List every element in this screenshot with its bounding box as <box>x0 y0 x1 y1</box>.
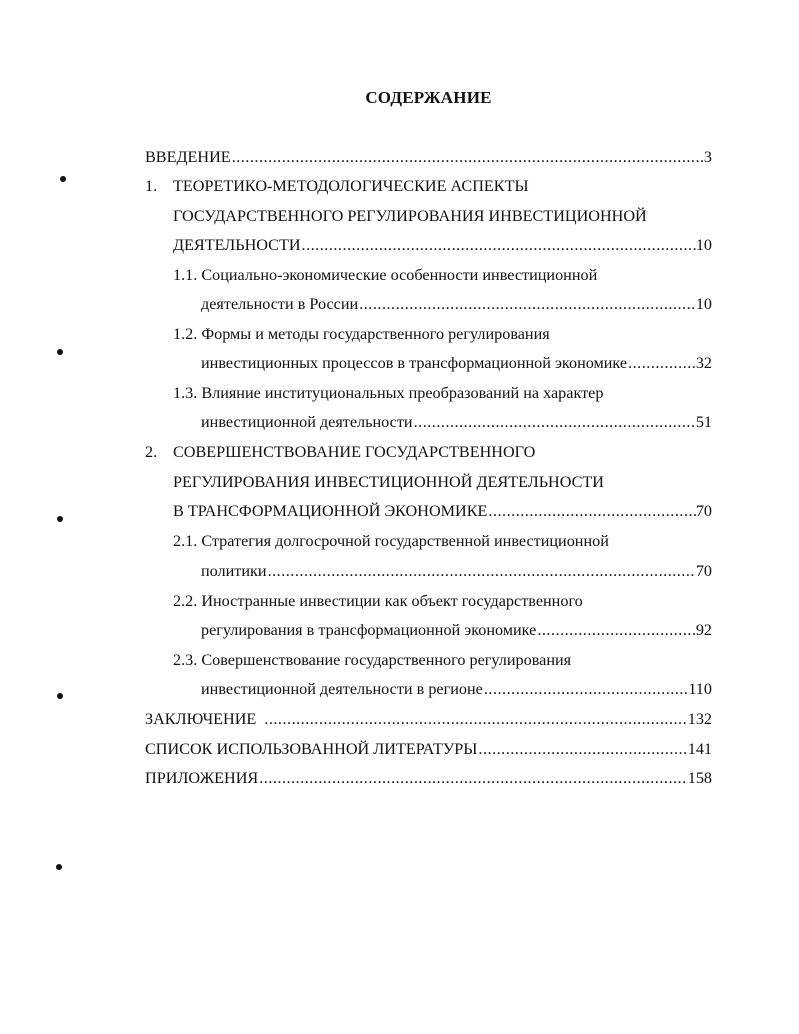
toc-entry-title-continued: инвестиционных процессов в трансформационной экономике <box>201 354 628 372</box>
toc-section-2-1-line-2[interactable] <box>201 561 712 581</box>
dot-leader <box>536 620 695 640</box>
toc-entry-title: ТЕОРЕТИКО-МЕТОДОЛОГИЧЕСКИЕ АСПЕКТЫ <box>173 177 529 195</box>
punch-hole-mark <box>57 349 63 355</box>
punch-hole-mark <box>57 516 63 522</box>
toc-entry-title-continued: политики <box>201 562 267 580</box>
toc-entry-title-continued: деятельности в России <box>201 295 359 313</box>
toc-entry-title: ВВЕДЕНИЕ <box>145 148 231 166</box>
toc-section-2-2-line-2[interactable] <box>201 620 712 640</box>
toc-entry-title-continued: РЕГУЛИРОВАНИЯ ИНВЕСТИЦИОННОЙ ДЕЯТЕЛЬНОСТИ <box>173 473 604 491</box>
toc-section-1-2-line-1[interactable] <box>173 324 550 344</box>
toc-entry-title: 1.2. Формы и методы государственного регулирования <box>173 325 550 343</box>
toc-page-number: 3 <box>703 148 712 166</box>
dot-leader <box>487 501 695 521</box>
toc-entry-title: СОВЕРШЕНСТВОВАНИЕ ГОСУДАРСТВЕННОГО <box>173 443 536 461</box>
toc-entry-title-continued: инвестиционной деятельности в регионе <box>201 680 483 698</box>
punch-hole-mark <box>57 693 63 699</box>
toc-section-1-3-line-2[interactable] <box>201 412 712 432</box>
dot-leader <box>627 353 696 373</box>
dot-leader <box>358 294 696 314</box>
toc-entry-appendices[interactable] <box>145 768 712 788</box>
toc-section-2-2-line-1[interactable] <box>173 591 583 611</box>
toc-entry-bibliography[interactable] <box>145 739 712 759</box>
toc-entry-title-continued: ГОСУДАРСТВЕННОГО РЕГУЛИРОВАНИЯ ИНВЕСТИЦИОННОЙ <box>173 207 647 225</box>
toc-section-2-3-line-1[interactable] <box>173 650 571 670</box>
toc-chapter-1-line-3[interactable] <box>173 235 712 255</box>
punch-hole-mark <box>60 176 66 182</box>
toc-entry-title: ПРИЛОЖЕНИЯ <box>145 769 259 787</box>
toc-entry-title: 2.2. Иностранные инвестиции как объект государственного <box>173 592 583 610</box>
toc-page-number: 92 <box>695 621 712 639</box>
toc-chapter-2-line-1[interactable] <box>145 442 535 462</box>
toc-section-2-3-line-2[interactable] <box>201 679 712 699</box>
dot-leader <box>267 561 696 581</box>
toc-chapter-2-line-2 <box>173 472 604 492</box>
toc-chapter-2-line-3[interactable] <box>173 501 712 521</box>
toc-entry-title-continued: ДЕЯТЕЛЬНОСТИ <box>173 236 301 254</box>
dot-leader <box>231 147 704 167</box>
toc-chapter-1-line-1[interactable] <box>145 176 529 196</box>
toc-section-1-1-line-2[interactable] <box>201 294 712 314</box>
toc-entry-title: 2.3. Совершенствование государственного регулирования <box>173 651 572 669</box>
chapter-number: 1. <box>145 177 158 195</box>
dot-leader <box>256 709 687 729</box>
dot-leader <box>413 412 696 432</box>
dot-leader <box>483 679 688 699</box>
toc-page-number: 110 <box>688 680 712 698</box>
chapter-number: 2. <box>145 443 158 461</box>
punch-hole-mark <box>56 864 62 870</box>
dot-leader <box>477 739 687 759</box>
toc-section-1-1-line-1[interactable] <box>173 265 597 285</box>
dot-leader <box>301 235 696 255</box>
toc-page-number: 32 <box>695 354 712 372</box>
toc-page-number: 10 <box>695 236 712 254</box>
toc-entry-title: 1.1. Социально-экономические особенности инвестиционной <box>173 266 598 284</box>
toc-chapter-1-line-2 <box>173 206 647 226</box>
toc-page-number: 51 <box>695 413 712 431</box>
page-title: СОДЕРЖАНИЕ <box>365 88 492 107</box>
toc-page-number: 141 <box>687 740 712 758</box>
toc-page-number: 70 <box>695 502 712 520</box>
toc-entry-introduction[interactable] <box>145 147 712 167</box>
toc-page-number: 158 <box>687 769 712 787</box>
toc-entry-title-continued: инвестиционной деятельности <box>201 413 413 431</box>
toc-page-number: 70 <box>695 562 712 580</box>
toc-entry-title: СПИСОК ИСПОЛЬЗОВАННОЙ ЛИТЕРАТУРЫ <box>145 740 478 758</box>
toc-entry-title-continued: регулирования в трансформационной экономике <box>201 621 537 639</box>
toc-entry-title: 2.1. Стратегия долгосрочной государственной инвестиционной <box>173 532 609 550</box>
toc-section-1-3-line-1[interactable] <box>173 383 603 403</box>
toc-section-1-2-line-2[interactable] <box>201 353 712 373</box>
toc-entry-title: 1.3. Влияние институциональных преобразований на характер <box>173 384 604 402</box>
dot-leader <box>258 768 688 788</box>
toc-entry-title: ЗАКЛЮЧЕНИЕ <box>145 710 257 728</box>
toc-section-2-1-line-1[interactable] <box>173 531 609 551</box>
toc-entry-title-continued: В ТРАНСФОРМАЦИОННОЙ ЭКОНОМИКЕ <box>173 502 488 520</box>
toc-page-number: 10 <box>695 295 712 313</box>
toc-page-number: 132 <box>687 710 712 728</box>
toc-entry-conclusion[interactable] <box>145 709 712 729</box>
